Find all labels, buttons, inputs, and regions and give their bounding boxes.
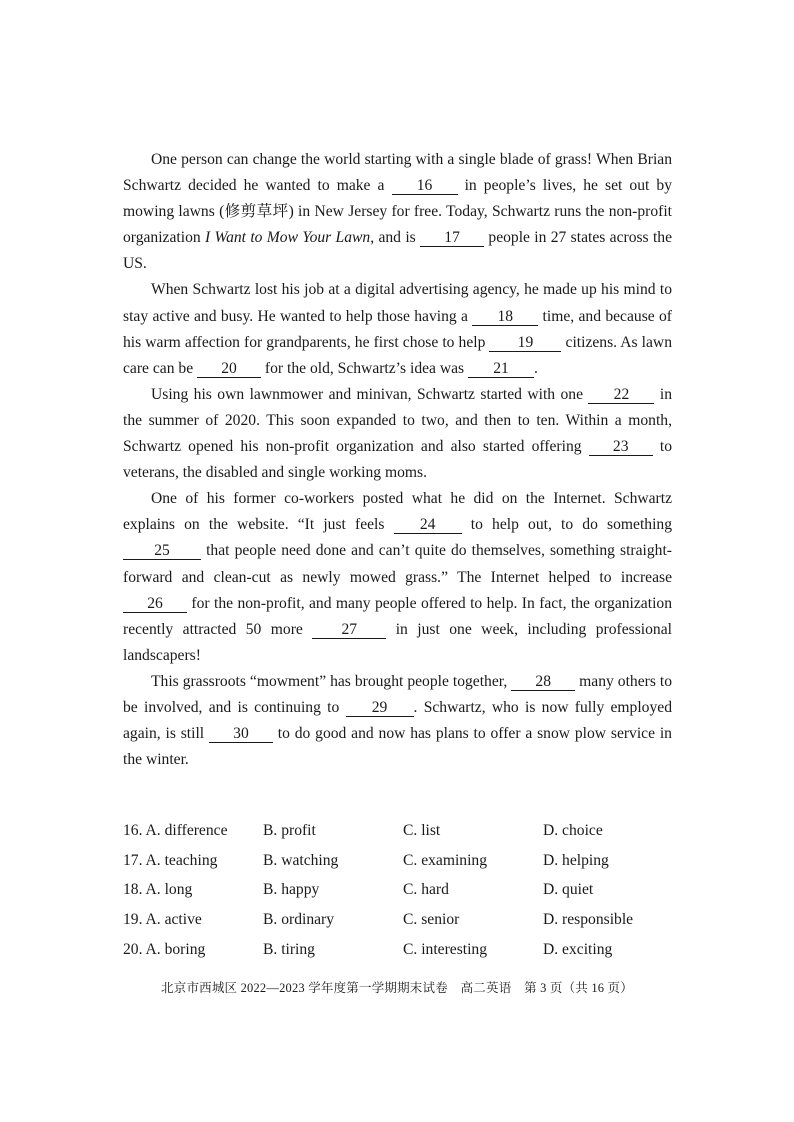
question-row (123, 911, 683, 941)
option-c: C. senior (403, 911, 460, 929)
organization-name: I Want to Mow Your Lawn (205, 229, 371, 247)
option-b: B. watching (263, 851, 339, 869)
text: to help out, to do something (461, 516, 672, 534)
option-b: B. ordinary (263, 911, 335, 929)
blank-22: 22 (588, 386, 654, 404)
paragraph-3 (123, 382, 672, 486)
question-row (123, 852, 683, 882)
blank-24: 24 (394, 516, 462, 534)
blank-20: 20 (197, 360, 261, 378)
text: to veterans, the disabled and single working moms. (123, 438, 673, 482)
text: that people need done and can’t quite do themselves, something straight-forward and clean-cut as newly mowed grass.” The Internet helped to increase (123, 542, 672, 586)
text: for the old, Schwartz’s idea was (261, 359, 469, 377)
option-c: C. list (403, 822, 441, 839)
page-footer: 北京市西城区 2022—2023 学年度第一学期期末试卷 高二英语 第 3 页（共 16 页） (161, 981, 633, 995)
question-row (123, 941, 683, 971)
option-b: B. profit (263, 822, 316, 839)
blank-23: 23 (589, 438, 653, 456)
text: time, and because of his warm affection for grandparents, he first chose to help (123, 307, 672, 351)
blank-25: 25 (123, 542, 201, 560)
blank-27: 27 (312, 621, 386, 639)
blank-26: 26 (123, 595, 187, 613)
option-d: D. exciting (543, 940, 613, 958)
text: in the summer of 2020. This soon expanded to two, and then to ten. Within a month, Schwartz opened his non-profit organization and also started offering (123, 385, 673, 456)
text: many others to be involved, and is continuing to (123, 672, 673, 716)
blank-19: 19 (489, 334, 561, 352)
text: . (534, 359, 538, 377)
text: citizens. As lawn care can be (123, 333, 672, 377)
blank-29: 29 (346, 699, 414, 717)
option-d: D. helping (543, 851, 609, 869)
text: This grassroots “mowment” has brought people together, (151, 672, 512, 690)
cloze-passage (123, 147, 672, 773)
option-a: 17. A. teaching (123, 851, 218, 869)
option-b: B. tiring (263, 940, 315, 958)
blank-28: 28 (511, 673, 575, 691)
option-a: 16. A. difference (123, 822, 228, 839)
blank-17: 17 (420, 229, 484, 247)
text: When Schwartz lost his job at a digital advertising agency, he made up his mind to stay active and busy. He wanted to help those having a (123, 281, 672, 325)
text: , and is (370, 229, 421, 247)
text: . Schwartz, who is now fully employed again, is still (123, 698, 672, 743)
text: One of his former co-workers posted what he did on the Internet. Schwartz explains on the website. “It just feels (123, 490, 672, 534)
option-a: 20. A. boring (123, 940, 206, 958)
text: for the non-profit, and many people offered to help. In fact, the organization recently attracted 50 more (123, 594, 672, 638)
paragraph-5 (123, 669, 672, 773)
blank-21: 21 (468, 360, 534, 378)
question-row (123, 881, 683, 911)
answer-options (123, 822, 683, 970)
option-c: C. examining (403, 851, 488, 869)
paragraph-2 (123, 277, 672, 381)
option-d: D. quiet (543, 881, 594, 899)
blank-16: 16 (392, 177, 458, 195)
text: in just one week, including professional landscapers! (123, 620, 672, 664)
option-d: D. choice (543, 822, 603, 839)
text: One person can change the world starting with a single blade of grass! When Brian Schwartz decided he wanted to make a (123, 151, 672, 195)
blank-18: 18 (472, 308, 538, 326)
paragraph-4 (123, 486, 672, 669)
blank-30: 30 (209, 725, 273, 743)
text: to do good and now has plans to offer a snow plow service in the winter. (123, 725, 672, 769)
paragraph-1 (123, 147, 672, 277)
option-d: D. responsible (543, 911, 634, 929)
option-b: B. happy (263, 881, 320, 899)
text: in people’s lives, he set out by mowing lawns (修剪草坪) in New Jersey for free. Today, Schwartz runs the non-profit organization (123, 177, 672, 247)
text: Using his own lawnmower and minivan, Schwartz started with one (151, 385, 589, 403)
text: people in 27 states across the US. (123, 229, 673, 273)
option-a: 18. A. long (123, 881, 193, 899)
option-a: 19. A. active (123, 911, 202, 929)
option-c: C. hard (403, 881, 449, 899)
question-row (123, 822, 683, 852)
option-c: C. interesting (403, 940, 488, 958)
